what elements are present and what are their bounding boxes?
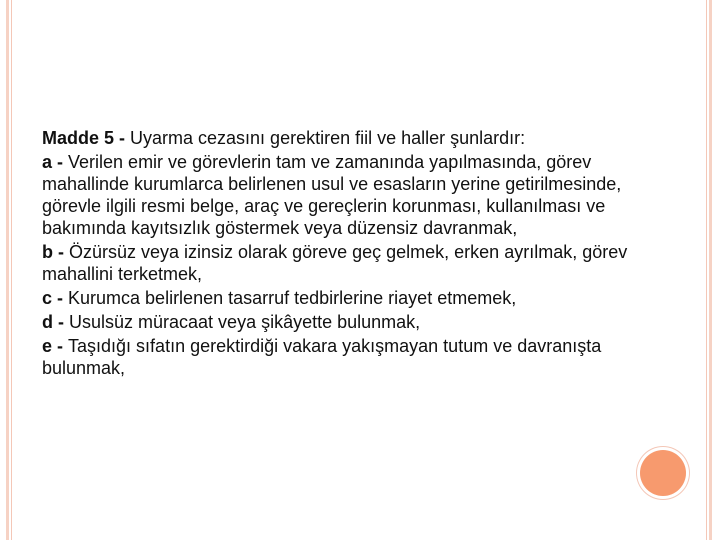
paragraph-text: Uyarma cezasını gerektiren fiil ve haller şunlardır:	[130, 128, 526, 148]
paragraph-text: Taşıdığı sıfatın gerektirdiği vakara yakışmayan tutum ve davranışta bulunmak,	[42, 336, 602, 378]
frame-border-left-inner	[11, 0, 12, 540]
paragraph-item-c	[42, 287, 642, 309]
paragraph-item-d	[42, 311, 642, 333]
paragraph-text: Verilen emir ve görevlerin tam ve zamanında yapılmasında, görev mahallinde kurumlarca belirlenen usul ve esasların yerine getirilmesinde, görevle ilgili resmi belge, araç ve gereçlerin korunması, kullanılması ve bakımında kayıtsızlık göstermek veya düzensiz davranmak,	[42, 152, 622, 238]
paragraph-lead: Madde 5 -	[42, 128, 131, 148]
paragraph-lead: a -	[42, 152, 69, 172]
paragraph-text: Kurumca belirlenen tasarruf tedbirlerine riayet etmemek,	[68, 288, 517, 308]
paragraph-item-e	[42, 335, 642, 379]
paragraph-text: Özürsüz veya izinsiz olarak göreve geç gelmek, erken ayrılmak, görev mahallini terketmek,	[42, 242, 628, 284]
decorative-circle-icon	[640, 450, 686, 496]
paragraph-text: Usulsüz müracaat veya şikâyette bulunmak,	[69, 312, 421, 332]
paragraph-item-b	[42, 241, 642, 285]
frame-border-right	[709, 0, 712, 540]
paragraph-madde-5	[42, 127, 642, 149]
paragraph-lead: d -	[42, 312, 69, 332]
paragraph-lead: b -	[42, 242, 69, 262]
paragraph-lead: e -	[42, 336, 69, 356]
paragraph-lead: c -	[42, 288, 69, 308]
paragraph-item-a	[42, 151, 642, 239]
article-text	[42, 127, 642, 381]
frame-border-left	[6, 0, 9, 540]
frame-border-right-inner	[706, 0, 707, 540]
